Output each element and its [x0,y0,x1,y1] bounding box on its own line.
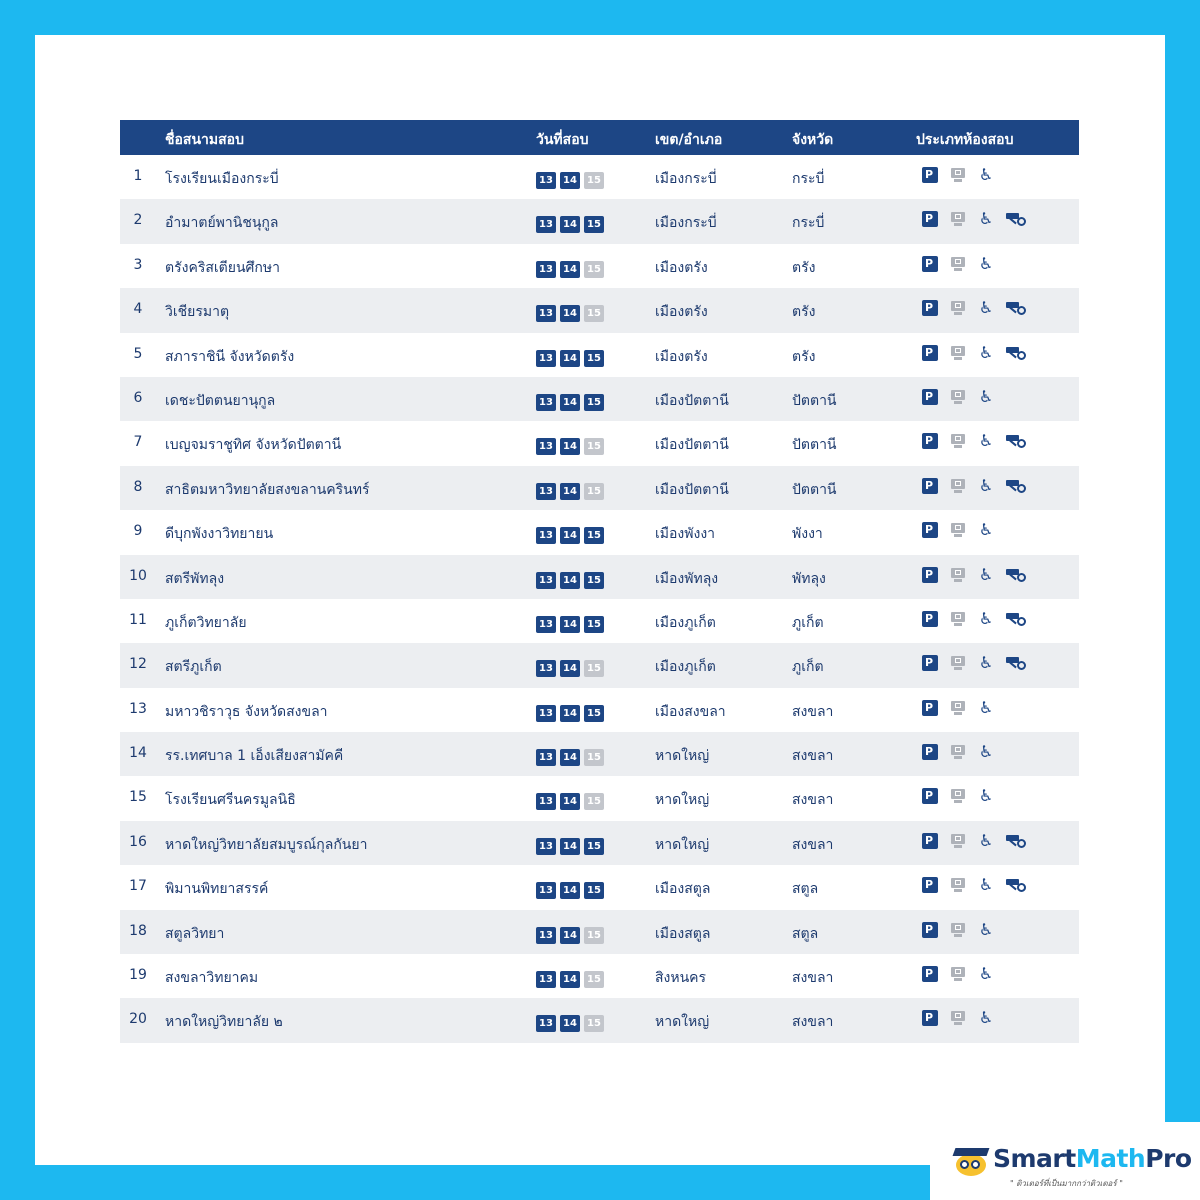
date-badge: 15 [584,527,604,544]
date-badge: 14 [560,172,580,189]
table-body [120,155,1079,1043]
table-row [120,377,1079,421]
date-badge: 13 [536,350,556,367]
province-name: สตูล [792,925,819,942]
date-badge: 15 [584,838,604,855]
computer-exam-icon [950,966,966,982]
table-row [120,998,1079,1042]
province-name: สงขลา [792,970,834,987]
date-badge: 14 [560,882,580,899]
wheelchair-icon: ♿ [978,786,994,806]
row-number: 5 [133,345,143,362]
date-badge: 14 [560,1015,580,1032]
row-number: 15 [129,789,147,806]
date-badge: 13 [536,705,556,722]
province-name: ตรัง [792,259,816,276]
date-badge: 14 [560,660,580,677]
computer-exam-icon [950,1010,966,1026]
row-number: 3 [133,256,143,273]
date-badge: 13 [536,305,556,322]
exam-dates [536,261,604,278]
district-name: หาดใหญ่ [655,792,710,809]
date-badge: 15 [584,172,604,189]
venue-name: สงขลาวิทยาคม [165,970,259,987]
paper-exam-icon [922,833,938,849]
row-number: 2 [133,212,143,229]
table-row [120,776,1079,820]
venue-name: หาดใหญ่วิทยาลัยสมบูรณ์กุลกันยา [165,836,368,853]
province-name: สงขลา [792,836,834,853]
room-types [922,655,1028,671]
paper-exam-icon [922,567,938,583]
vision-impaired-icon [1006,433,1028,449]
district-name: เมืองภูเก็ต [655,614,716,631]
room-types [922,386,994,406]
date-badge: 14 [560,305,580,322]
exam-dates [536,749,604,766]
wheelchair-icon: ♿ [978,209,994,229]
table-row [120,954,1079,998]
date-badge: 13 [536,749,556,766]
room-types [922,744,994,760]
province-name: ปัตตานี [792,437,837,454]
date-badge: 13 [536,527,556,544]
row-number: 12 [129,656,147,673]
date-badge: 15 [584,971,604,988]
paper-exam-icon [922,522,938,538]
vision-impaired-icon [1006,478,1028,494]
table-row [120,288,1079,332]
row-number: 6 [133,389,143,406]
venue-name: สตรีภูเก็ต [165,659,222,676]
row-number: 16 [129,833,147,850]
district-name: เมืองสตูล [655,925,711,942]
table-row [120,555,1079,599]
date-badge: 13 [536,1015,556,1032]
computer-exam-icon [950,211,966,227]
room-types [922,300,1028,316]
venue-name: สาธิตมหาวิทยาลัยสงขลานครินทร์ [165,481,370,498]
exam-venue-table [120,120,1079,1043]
district-name: เมืองกระบี่ [655,215,717,232]
province-name: สงขลา [792,703,834,720]
computer-exam-icon [950,567,966,583]
exam-dates [536,660,604,677]
date-badge: 14 [560,971,580,988]
row-number: 1 [133,168,143,184]
room-types [922,522,994,538]
computer-exam-icon [950,744,966,760]
room-types [922,919,994,939]
district-name: เมืองตรัง [655,348,708,365]
exam-dates [536,572,604,589]
wheelchair-icon: ♿ [978,298,994,318]
date-badge: 13 [536,971,556,988]
room-types [922,564,1028,584]
date-badge: 13 [536,216,556,233]
date-badge: 13 [536,483,556,500]
province-name: พังงา [792,526,823,543]
paper-exam-icon [922,256,938,272]
row-number: 9 [133,523,143,540]
venue-name: อำมาตย์พานิชนุกูล [165,215,279,232]
logo-tagline: " ติวเตอร์ที่เป็นมากกว่าติวเตอร์ " [1010,1179,1123,1188]
header-exam-dates: วันที่สอบ [536,132,589,148]
paper-exam-icon [922,389,938,405]
computer-exam-icon [950,788,966,804]
paper-exam-icon [922,922,938,938]
district-name: เมืองปัตตานี [655,481,729,498]
room-types [922,167,994,183]
row-number: 11 [129,611,147,628]
date-badge: 13 [536,438,556,455]
table-row [120,643,1079,687]
district-name: เมืองตรัง [655,259,708,276]
date-badge: 14 [560,749,580,766]
date-badge: 15 [584,882,604,899]
date-badge: 14 [560,483,580,500]
table-row [120,599,1079,643]
room-types [922,877,1028,893]
computer-exam-icon [950,256,966,272]
date-badge: 15 [584,793,604,810]
logo-pro: Pro [1145,1144,1192,1173]
paper-exam-icon [922,211,938,227]
header-province: จังหวัด [792,132,834,148]
paper-exam-icon [922,877,938,893]
date-badge: 13 [536,394,556,411]
province-name: ปัตตานี [792,481,837,498]
venue-name: ภูเก็ตวิทยาลัย [165,614,247,631]
room-types [922,433,1028,449]
vision-impaired-icon [1006,877,1028,893]
computer-exam-icon [950,922,966,938]
header-district: เขต/อำเภอ [655,132,723,148]
date-badge: 14 [560,394,580,411]
room-types [922,830,1028,850]
venue-name: ตรังคริสเตียนศึกษา [165,259,280,276]
header-venue-name: ชื่อสนามสอบ [165,132,244,148]
venue-name: สภาราชินี จังหวัดตรัง [165,348,295,365]
date-badge: 14 [560,927,580,944]
district-name: หาดใหญ่ [655,748,710,765]
district-name: สิงหนคร [655,970,707,987]
paper-exam-icon [922,611,938,627]
paper-exam-icon [922,700,938,716]
paper-exam-icon [922,345,938,361]
exam-dates [536,616,604,633]
vision-impaired-icon [1006,567,1028,583]
date-badge: 15 [584,305,604,322]
date-badge: 14 [560,616,580,633]
computer-exam-icon [950,167,966,183]
exam-dates [536,793,604,810]
exam-dates [536,527,604,544]
date-badge: 13 [536,882,556,899]
room-types [922,697,994,717]
date-badge: 14 [560,838,580,855]
computer-exam-icon [950,655,966,671]
room-types [922,342,1028,362]
date-badge: 14 [560,705,580,722]
smartmathpro-logo [930,1122,1200,1200]
computer-exam-icon [950,611,966,627]
wheelchair-icon: ♿ [978,742,994,762]
exam-dates [536,927,604,944]
province-name: สงขลา [792,1014,834,1031]
exam-dates [536,838,604,855]
table-row [120,244,1079,288]
date-badge: 13 [536,172,556,189]
room-types [922,788,994,804]
exam-dates [536,483,604,500]
row-number: 13 [129,700,147,717]
vision-impaired-icon [1006,655,1028,671]
venue-name: สตรีพัทลุง [165,570,225,587]
wheelchair-icon: ♿ [978,386,994,406]
venue-name: ดีบุกพังงาวิทยายน [165,526,274,543]
district-name: เมืองสงขลา [655,703,726,720]
province-name: สตูล [792,881,819,898]
computer-exam-icon [950,345,966,361]
venue-name: โรงเรียนศรีนครมูลนิธิ [165,792,296,809]
date-badge: 15 [584,261,604,278]
paper-exam-icon [922,655,938,671]
district-name: หาดใหญ่ [655,1014,710,1031]
row-number: 4 [133,301,143,318]
room-types [922,211,1028,227]
table-row [120,466,1079,510]
paper-exam-icon [922,966,938,982]
date-badge: 13 [536,660,556,677]
province-name: ตรัง [792,304,816,321]
date-badge: 15 [584,705,604,722]
province-name: สงขลา [792,792,834,809]
date-badge: 13 [536,838,556,855]
date-badge: 15 [584,350,604,367]
row-number: 8 [133,478,143,495]
paper-exam-icon [922,433,938,449]
computer-exam-icon [950,300,966,316]
table-row [120,688,1079,732]
date-badge: 13 [536,927,556,944]
date-badge: 14 [560,793,580,810]
room-types [922,475,1028,495]
district-name: เมืองสตูล [655,881,711,898]
computer-exam-icon [950,700,966,716]
wheelchair-icon: ♿ [978,564,994,584]
wheelchair-icon: ♿ [978,165,994,184]
wheelchair-icon: ♿ [978,475,994,495]
row-number: 20 [129,1011,147,1028]
vision-impaired-icon [1006,833,1028,849]
wheelchair-icon: ♿ [978,431,994,451]
date-badge: 15 [584,1015,604,1032]
district-name: หาดใหญ่ [655,836,710,853]
computer-exam-icon [950,389,966,405]
date-badge: 13 [536,793,556,810]
paper-exam-icon [922,300,938,316]
mascot-icon [954,1146,990,1176]
date-badge: 14 [560,527,580,544]
venue-name: เบญจมราชูทิศ จังหวัดปัตตานี [165,437,342,454]
exam-dates [536,705,604,722]
row-number: 17 [129,878,147,895]
paper-exam-icon [922,478,938,494]
wheelchair-icon: ♿ [978,253,994,273]
exam-dates [536,438,604,455]
wheelchair-icon: ♿ [978,653,994,673]
venue-name: รร.เทศบาล 1 เอ็งเสียงสามัคคี [165,748,344,765]
venue-name: เดชะปัตตนยานุกูล [165,392,276,409]
table-row [120,910,1079,954]
table-row [120,865,1079,909]
vision-impaired-icon [1006,300,1028,316]
district-name: เมืองกระบี่ [655,171,717,187]
date-badge: 14 [560,261,580,278]
exam-dates [536,971,604,988]
logo-smart: Smart [993,1144,1076,1173]
date-badge: 15 [584,616,604,633]
exam-dates [536,882,604,899]
date-badge: 13 [536,572,556,589]
paper-exam-icon [922,1010,938,1026]
table-row [120,821,1079,865]
date-badge: 14 [560,438,580,455]
district-name: เมืองปัตตานี [655,437,729,454]
room-types [922,966,994,982]
province-name: พัทลุง [792,570,826,587]
table-row [120,333,1079,377]
table-row [120,421,1079,465]
wheelchair-icon: ♿ [978,875,994,895]
logo-math: Math [1075,1144,1146,1173]
date-badge: 15 [584,394,604,411]
computer-exam-icon [950,833,966,849]
date-badge: 15 [584,927,604,944]
exam-dates [536,305,604,322]
room-types [922,253,994,273]
exam-dates [536,394,604,411]
province-name: กระบี่ [792,215,825,232]
wheelchair-icon: ♿ [978,1008,994,1028]
venue-name: สตูลวิทยา [165,925,225,942]
district-name: เมืองตรัง [655,304,708,321]
row-number: 10 [129,567,147,584]
row-number: 19 [129,967,147,984]
table-row [120,732,1079,776]
province-name: สงขลา [792,748,834,765]
computer-exam-icon [950,433,966,449]
room-types [922,1010,994,1026]
date-badge: 15 [584,660,604,677]
computer-exam-icon [950,877,966,893]
date-badge: 15 [584,438,604,455]
district-name: เมืองพัทลุง [655,570,719,587]
wheelchair-icon: ♿ [978,919,994,939]
exam-dates [536,350,604,367]
table-row [120,510,1079,554]
wheelchair-icon: ♿ [978,608,994,628]
paper-exam-icon [922,744,938,760]
date-badge: 15 [584,216,604,233]
row-number: 18 [129,922,147,939]
paper-exam-icon [922,788,938,804]
province-name: ภูเก็ต [792,659,824,676]
province-name: ปัตตานี [792,392,837,409]
wheelchair-icon: ♿ [978,964,994,984]
province-name: ตรัง [792,348,816,365]
district-name: เมืองพังงา [655,526,716,543]
row-number: 7 [133,434,143,451]
date-badge: 15 [584,572,604,589]
table-row [120,155,1079,199]
venue-name: หาดใหญ่วิทยาลัย ๒ [165,1014,283,1031]
venue-name: โรงเรียนเมืองกระบี่ [165,171,279,187]
paper-exam-icon [922,167,938,183]
date-badge: 14 [560,350,580,367]
wheelchair-icon: ♿ [978,830,994,850]
vision-impaired-icon [1006,611,1028,627]
header-room-type: ประเภทห้องสอบ [916,132,1014,148]
date-badge: 15 [584,749,604,766]
venue-name: วิเชียรมาตุ [165,304,230,321]
exam-dates [536,1015,604,1032]
wheelchair-icon: ♿ [978,697,994,717]
venue-name: มหาวชิราวุธ จังหวัดสงขลา [165,703,328,720]
province-name: ภูเก็ต [792,614,824,631]
logo-wordmark [993,1144,1192,1173]
table-header [120,120,1079,155]
computer-exam-icon [950,522,966,538]
vision-impaired-icon [1006,345,1028,361]
venue-name: พิมานพิทยาสรรค์ [165,881,269,898]
row-number: 14 [129,745,147,762]
exam-dates [536,172,604,189]
district-name: เมืองปัตตานี [655,392,729,409]
date-badge: 13 [536,616,556,633]
date-badge: 13 [536,261,556,278]
date-badge: 15 [584,483,604,500]
wheelchair-icon: ♿ [978,520,994,540]
room-types [922,608,1028,628]
content-card [35,35,1165,1165]
district-name: เมืองภูเก็ต [655,659,716,676]
exam-dates [536,216,604,233]
province-name: กระบี่ [792,171,825,187]
computer-exam-icon [950,478,966,494]
date-badge: 14 [560,216,580,233]
vision-impaired-icon [1006,211,1028,227]
table-row [120,199,1079,243]
wheelchair-icon: ♿ [978,342,994,362]
date-badge: 14 [560,572,580,589]
